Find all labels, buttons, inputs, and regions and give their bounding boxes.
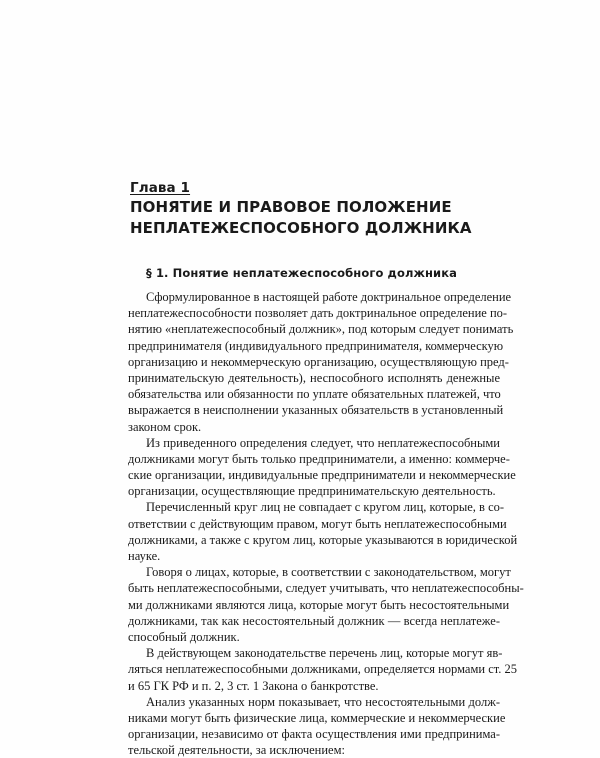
- text-line: должниками, а также с кругом лиц, которые указываются в юридической: [128, 532, 518, 547]
- text-line: ответствии с действующим правом, могут быть неплатежеспособными: [128, 516, 507, 531]
- text-line: способный должник.: [128, 629, 240, 644]
- text-line: Сформулированное в настоящей работе доктринальное определение: [146, 290, 512, 304]
- text-line: выражается в неисполнении указанных обязательств в установленный: [128, 403, 504, 418]
- text-line: должниками, так как несостоятельный должник — всегда неплатеже-: [128, 613, 500, 628]
- paragraph: [128, 499, 518, 564]
- body-text: [128, 289, 524, 758]
- chapter-label: Глава 1: [130, 180, 191, 196]
- text-line: науке.: [128, 549, 161, 563]
- text-line: и 65 ГК РФ и п. 2, 3 ст. 1 Закона о банкротстве.: [128, 678, 379, 693]
- text-line: предпринимателя (индивидуального предпринимателя, коммерческую: [128, 338, 504, 353]
- chapter-title: [130, 197, 530, 239]
- text-line: организации, осуществляющие предпринимательскую деятельность.: [128, 484, 496, 499]
- text-line: организации, независимо от факта осуществления ими предпринима-: [128, 727, 500, 742]
- text-line: обязательства или обязанности по уплате обязательных платежей, что: [128, 387, 501, 402]
- text-line: тельской деятельности, за исключением:: [128, 743, 345, 758]
- text-line: быть неплатежеспособными, следует учитывать, что неплатежеспособны-: [128, 581, 524, 596]
- text-line: нятию «неплатежеспособный должник», под которым следует понимать: [128, 322, 514, 337]
- text-line: должниками могут быть только предприниматели, а именно: коммерче-: [128, 451, 510, 466]
- text-line: ляться неплатежеспособными должниками, определяется нормами ст. 25: [128, 662, 518, 677]
- chapter-title-line: НЕПЛАТЕЖЕСПОСОБНОГО ДОЛЖНИКА: [130, 219, 472, 237]
- text-line: организацию и некоммерческую организацию, осуществляющую пред-: [128, 354, 509, 369]
- text-line: В действующем законодательстве перечень лиц, которые могут яв-: [146, 646, 503, 661]
- text-line: никами могут быть физические лица, коммерческие и некоммерческие: [128, 710, 506, 725]
- section-title: § 1. Понятие неплатежеспособного должника: [146, 266, 457, 280]
- text-line: неплатежеспособности позволяет дать доктринальное определение по-: [128, 306, 508, 321]
- paragraph: [128, 289, 514, 435]
- paragraph: [128, 564, 524, 645]
- text-line: Из приведенного определения следует, что неплатежеспособными: [146, 435, 500, 450]
- text-line: Перечисленный круг лиц не совпадает с кругом лиц, которые, в со-: [146, 500, 505, 515]
- paragraph: [128, 645, 518, 694]
- chapter-title-line: ПОНЯТИЕ И ПРАВОВОЕ ПОЛОЖЕНИЕ: [130, 198, 452, 216]
- text-line: ми должниками являются лица, которые могут быть несостоятельными: [128, 597, 510, 612]
- paragraph: [128, 694, 506, 758]
- paragraph: [128, 435, 516, 500]
- text-line: принимательскую деятельность), неспособного исполнять денежные: [128, 370, 500, 385]
- text-line: ские организации, индивидуальные предприниматели и некоммерческие: [128, 468, 516, 483]
- text-line: законом срок.: [128, 419, 202, 434]
- text-line: Анализ указанных норм показывает, что несостоятельными долж-: [146, 694, 500, 709]
- text-line: Говоря о лицах, которые, в соответствии с законодательством, могут: [146, 565, 511, 580]
